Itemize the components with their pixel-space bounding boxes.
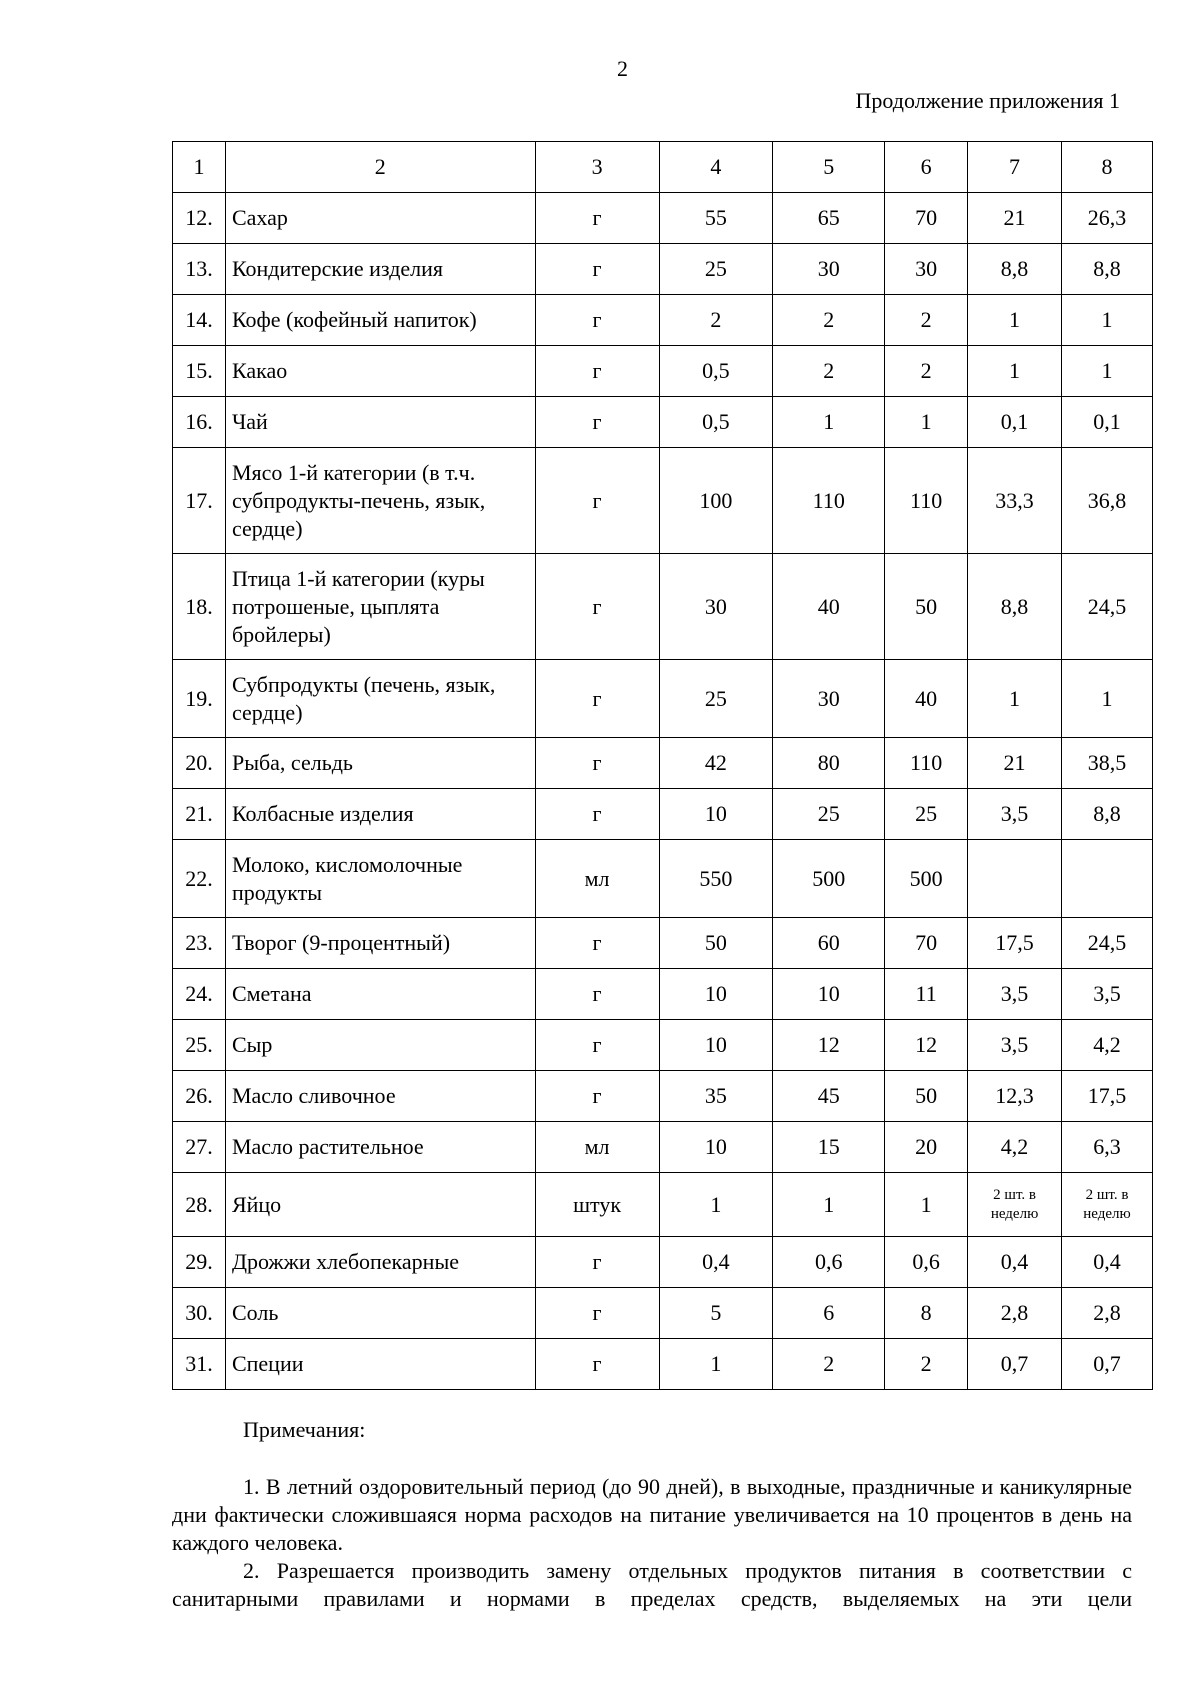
- table-row: [173, 244, 1153, 295]
- row-number: 26.: [173, 1071, 226, 1122]
- value-cell: 1: [1062, 660, 1153, 738]
- note-item: 1. В летний оздоровительный период (до 90 дней), в выходные, праздничные и каникулярные дни фактически сложившаяся норма расходов на питание увеличивается на 10 процентов в день на каждого человека.: [172, 1474, 1132, 1555]
- product-name: Чай: [225, 397, 535, 448]
- value-cell: 2: [773, 1339, 885, 1390]
- value-cell: 500: [773, 840, 885, 918]
- product-name: Сыр: [225, 1020, 535, 1071]
- table-row: [173, 1173, 1153, 1237]
- value-cell: 21: [968, 193, 1062, 244]
- unit-cell: г: [535, 295, 659, 346]
- product-name: Рыба, сельдь: [225, 738, 535, 789]
- value-cell: 50: [659, 918, 773, 969]
- value-cell: 26,3: [1062, 193, 1153, 244]
- row-number: 13.: [173, 244, 226, 295]
- value-cell: 50: [885, 1071, 968, 1122]
- value-cell: 30: [659, 554, 773, 660]
- value-cell: 25: [659, 660, 773, 738]
- value-cell: 24,5: [1062, 554, 1153, 660]
- table-row: [173, 1071, 1153, 1122]
- unit-cell: г: [535, 397, 659, 448]
- food-norms-table: [172, 141, 1153, 1390]
- product-name: Яйцо: [225, 1173, 535, 1237]
- value-cell: 1: [885, 1173, 968, 1237]
- row-number: 31.: [173, 1339, 226, 1390]
- product-name: Кофе (кофейный напиток): [225, 295, 535, 346]
- notes-title: Примечания:: [243, 1417, 366, 1442]
- value-cell: 65: [773, 193, 885, 244]
- product-name: Масло сливочное: [225, 1071, 535, 1122]
- row-number: 18.: [173, 554, 226, 660]
- unit-cell: г: [535, 448, 659, 554]
- value-cell: 25: [885, 789, 968, 840]
- value-cell: 36,8: [1062, 448, 1153, 554]
- table-row: [173, 295, 1153, 346]
- value-cell: 0,7: [1062, 1339, 1153, 1390]
- table-row: [173, 1122, 1153, 1173]
- value-cell: 8,8: [968, 244, 1062, 295]
- value-cell: 12,3: [968, 1071, 1062, 1122]
- row-number: 22.: [173, 840, 226, 918]
- product-name: Мясо 1-й категории (в т.ч. субпродукты-печень, язык, сердце): [225, 448, 535, 554]
- product-name: Птица 1-й категории (куры потрошеные, цыплята бройлеры): [225, 554, 535, 660]
- header-cell: 6: [885, 142, 968, 193]
- value-cell: 2 шт. в неделю: [968, 1173, 1062, 1237]
- value-cell: 3,5: [968, 969, 1062, 1020]
- unit-cell: г: [535, 1020, 659, 1071]
- value-cell: 8: [885, 1288, 968, 1339]
- value-cell: 2,8: [1062, 1288, 1153, 1339]
- value-cell: 70: [885, 918, 968, 969]
- value-cell: 550: [659, 840, 773, 918]
- continuation-title: Продолжение приложения 1: [855, 88, 1120, 113]
- note-item: 2. Разрешается производить замену отдельных продуктов питания в соответствии с санитарными правилами и нормами в пределах средств, выделяемых на эти цели: [172, 1558, 1132, 1611]
- value-cell: 1: [659, 1339, 773, 1390]
- value-cell: 55: [659, 193, 773, 244]
- product-name: Соль: [225, 1288, 535, 1339]
- product-name: Сахар: [225, 193, 535, 244]
- table-row: [173, 789, 1153, 840]
- value-cell: [1062, 840, 1153, 918]
- header-cell: 3: [535, 142, 659, 193]
- row-number: 12.: [173, 193, 226, 244]
- value-cell: 0,4: [1062, 1237, 1153, 1288]
- value-cell: 110: [885, 448, 968, 554]
- value-cell: 8,8: [1062, 244, 1153, 295]
- value-cell: 1: [1062, 346, 1153, 397]
- value-cell: 2: [773, 346, 885, 397]
- value-cell: 24,5: [1062, 918, 1153, 969]
- value-cell: 3,5: [968, 789, 1062, 840]
- value-cell: 12: [885, 1020, 968, 1071]
- value-cell: 80: [773, 738, 885, 789]
- value-cell: 4,2: [968, 1122, 1062, 1173]
- value-cell: 1: [885, 397, 968, 448]
- value-cell: 10: [659, 969, 773, 1020]
- notes-section: [172, 1416, 1132, 1613]
- value-cell: 110: [773, 448, 885, 554]
- value-cell: 1: [968, 660, 1062, 738]
- value-cell: 0,6: [885, 1237, 968, 1288]
- product-name: Творог (9-процентный): [225, 918, 535, 969]
- value-cell: 35: [659, 1071, 773, 1122]
- unit-cell: мл: [535, 840, 659, 918]
- value-cell: 2,8: [968, 1288, 1062, 1339]
- value-cell: 30: [773, 244, 885, 295]
- value-cell: 17,5: [968, 918, 1062, 969]
- value-cell: 1: [1062, 295, 1153, 346]
- value-cell: 25: [659, 244, 773, 295]
- value-cell: 3,5: [968, 1020, 1062, 1071]
- table-row: [173, 193, 1153, 244]
- table-row: [173, 969, 1153, 1020]
- value-cell: 2: [885, 1339, 968, 1390]
- row-number: 17.: [173, 448, 226, 554]
- value-cell: 70: [885, 193, 968, 244]
- table-row: [173, 554, 1153, 660]
- value-cell: 0,1: [1062, 397, 1153, 448]
- value-cell: 30: [885, 244, 968, 295]
- value-cell: 15: [773, 1122, 885, 1173]
- value-cell: 10: [659, 1020, 773, 1071]
- header-cell: 5: [773, 142, 885, 193]
- table-row: [173, 840, 1153, 918]
- value-cell: 6,3: [1062, 1122, 1153, 1173]
- value-cell: 20: [885, 1122, 968, 1173]
- value-cell: 2: [885, 346, 968, 397]
- value-cell: 17,5: [1062, 1071, 1153, 1122]
- value-cell: 10: [659, 789, 773, 840]
- value-cell: 0,4: [659, 1237, 773, 1288]
- row-number: 27.: [173, 1122, 226, 1173]
- unit-cell: г: [535, 738, 659, 789]
- unit-cell: г: [535, 789, 659, 840]
- value-cell: [968, 840, 1062, 918]
- unit-cell: штук: [535, 1173, 659, 1237]
- value-cell: 50: [885, 554, 968, 660]
- value-cell: 10: [773, 969, 885, 1020]
- row-number: 16.: [173, 397, 226, 448]
- row-number: 25.: [173, 1020, 226, 1071]
- value-cell: 1: [659, 1173, 773, 1237]
- table-row: [173, 738, 1153, 789]
- table-row: [173, 1339, 1153, 1390]
- row-number: 19.: [173, 660, 226, 738]
- value-cell: 0,1: [968, 397, 1062, 448]
- table-row: [173, 1288, 1153, 1339]
- product-name: Какао: [225, 346, 535, 397]
- value-cell: 12: [773, 1020, 885, 1071]
- product-name: Колбасные изделия: [225, 789, 535, 840]
- row-number: 21.: [173, 789, 226, 840]
- row-number: 23.: [173, 918, 226, 969]
- value-cell: 4,2: [1062, 1020, 1153, 1071]
- row-number: 15.: [173, 346, 226, 397]
- product-name: Кондитерские изделия: [225, 244, 535, 295]
- value-cell: 3,5: [1062, 969, 1153, 1020]
- value-cell: 33,3: [968, 448, 1062, 554]
- value-cell: 0,5: [659, 397, 773, 448]
- header-cell: 1: [173, 142, 226, 193]
- value-cell: 0,4: [968, 1237, 1062, 1288]
- product-name: Специи: [225, 1339, 535, 1390]
- value-cell: 10: [659, 1122, 773, 1173]
- product-name: Молоко, кисломолочные продукты: [225, 840, 535, 918]
- unit-cell: мл: [535, 1122, 659, 1173]
- value-cell: 0,5: [659, 346, 773, 397]
- unit-cell: г: [535, 554, 659, 660]
- page-number: 2: [617, 56, 628, 81]
- table-row: [173, 448, 1153, 554]
- unit-cell: г: [535, 660, 659, 738]
- row-number: 30.: [173, 1288, 226, 1339]
- value-cell: 38,5: [1062, 738, 1153, 789]
- value-cell: 1: [773, 1173, 885, 1237]
- value-cell: 5: [659, 1288, 773, 1339]
- unit-cell: г: [535, 346, 659, 397]
- unit-cell: г: [535, 969, 659, 1020]
- table-row: [173, 660, 1153, 738]
- row-number: 14.: [173, 295, 226, 346]
- unit-cell: г: [535, 1339, 659, 1390]
- table-row: [173, 1237, 1153, 1288]
- product-name: Субпродукты (печень, язык, сердце): [225, 660, 535, 738]
- table-row: [173, 397, 1153, 448]
- unit-cell: г: [535, 1288, 659, 1339]
- product-name: Сметана: [225, 969, 535, 1020]
- value-cell: 21: [968, 738, 1062, 789]
- value-cell: 2: [885, 295, 968, 346]
- row-number: 24.: [173, 969, 226, 1020]
- product-name: Масло растительное: [225, 1122, 535, 1173]
- header-cell: 4: [659, 142, 773, 193]
- value-cell: 1: [968, 346, 1062, 397]
- table-row: [173, 1020, 1153, 1071]
- unit-cell: г: [535, 918, 659, 969]
- value-cell: 60: [773, 918, 885, 969]
- value-cell: 2: [659, 295, 773, 346]
- value-cell: 100: [659, 448, 773, 554]
- value-cell: 25: [773, 789, 885, 840]
- product-name: Дрожжи хлебопекарные: [225, 1237, 535, 1288]
- table-header-row: [173, 142, 1153, 193]
- value-cell: 42: [659, 738, 773, 789]
- value-cell: 2: [773, 295, 885, 346]
- value-cell: 40: [885, 660, 968, 738]
- unit-cell: г: [535, 193, 659, 244]
- header-cell: 8: [1062, 142, 1153, 193]
- row-number: 29.: [173, 1237, 226, 1288]
- value-cell: 500: [885, 840, 968, 918]
- table-row: [173, 346, 1153, 397]
- row-number: 20.: [173, 738, 226, 789]
- value-cell: 40: [773, 554, 885, 660]
- value-cell: 45: [773, 1071, 885, 1122]
- value-cell: 110: [885, 738, 968, 789]
- row-number: 28.: [173, 1173, 226, 1237]
- value-cell: 8,8: [1062, 789, 1153, 840]
- value-cell: 2 шт. в неделю: [1062, 1173, 1153, 1237]
- unit-cell: г: [535, 1071, 659, 1122]
- value-cell: 6: [773, 1288, 885, 1339]
- table-row: [173, 918, 1153, 969]
- value-cell: 1: [773, 397, 885, 448]
- header-cell: 2: [225, 142, 535, 193]
- value-cell: 11: [885, 969, 968, 1020]
- unit-cell: г: [535, 1237, 659, 1288]
- value-cell: 8,8: [968, 554, 1062, 660]
- value-cell: 30: [773, 660, 885, 738]
- value-cell: 1: [968, 295, 1062, 346]
- header-cell: 7: [968, 142, 1062, 193]
- value-cell: 0,6: [773, 1237, 885, 1288]
- value-cell: 0,7: [968, 1339, 1062, 1390]
- unit-cell: г: [535, 244, 659, 295]
